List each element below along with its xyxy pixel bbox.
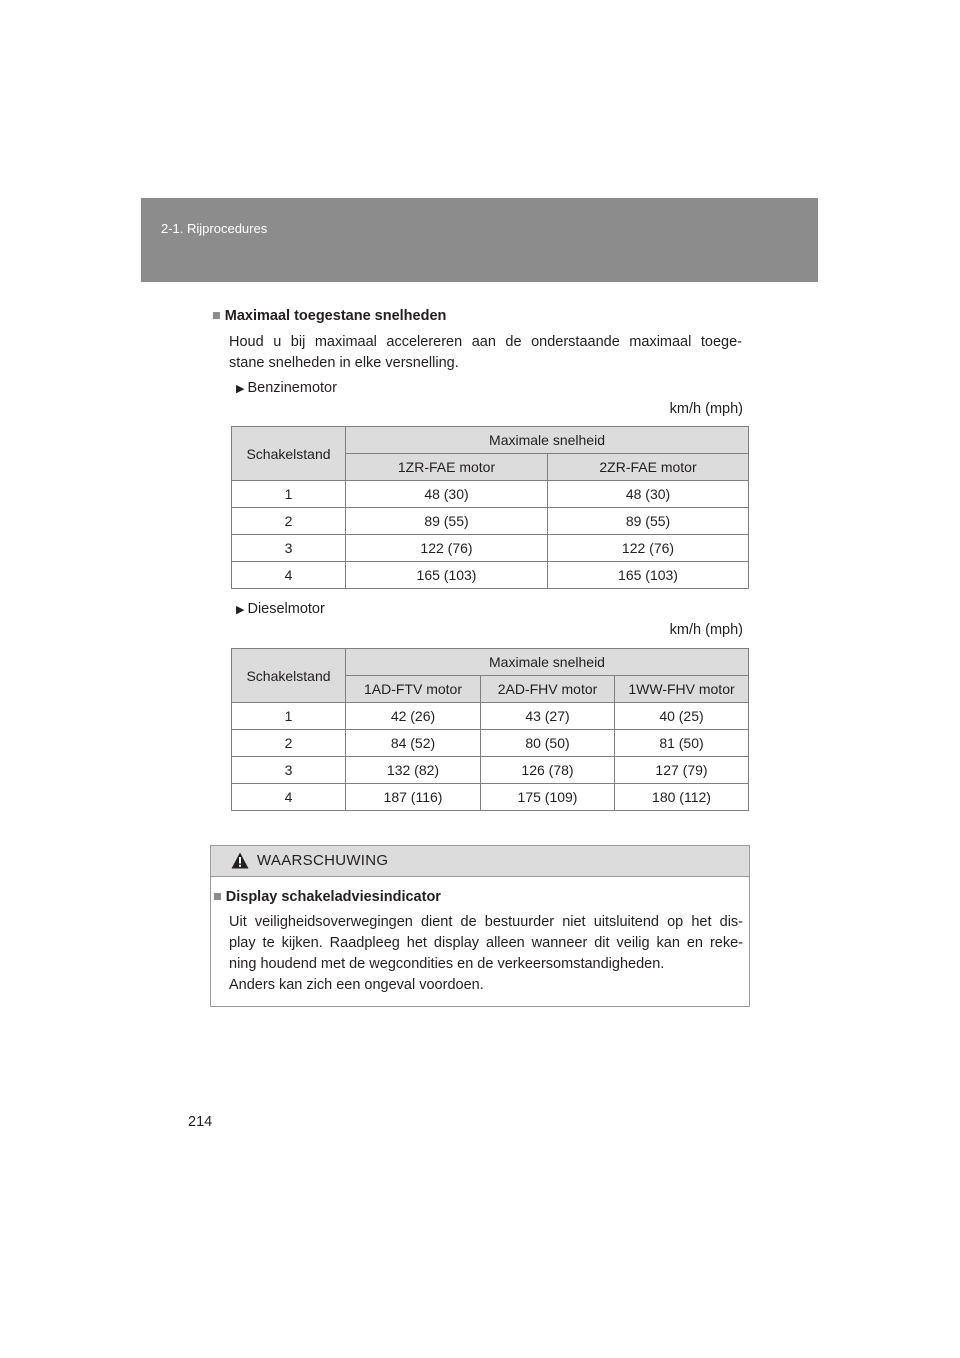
table-cell: 80 (50)	[481, 730, 615, 757]
triangle-right-icon: ▶	[236, 383, 245, 395]
table-cell: 48 (30)	[548, 481, 749, 508]
col-group-header: Maximale snelheid	[346, 427, 749, 454]
table-cell: 89 (55)	[548, 508, 749, 535]
table-row	[232, 730, 749, 757]
col-group-header: Maximale snelheid	[346, 649, 749, 676]
petrol-speed-table	[231, 426, 749, 589]
section-title: 2-1. Rijprocedures	[161, 221, 268, 236]
diesel-label-text: Dieselmotor	[247, 601, 325, 617]
table-row	[232, 757, 749, 784]
table-cell: 3	[232, 535, 346, 562]
table-cell: 122 (76)	[548, 535, 749, 562]
engine-header: 2AD-FHV motor	[481, 676, 615, 703]
diesel-unit: km/h (mph)	[669, 622, 743, 638]
heading-text: Maximaal toegestane snelheden	[224, 308, 447, 324]
col-gear-header: Schakelstand	[232, 427, 346, 481]
square-bullet-icon: ■	[213, 889, 222, 905]
table-cell: 4	[232, 784, 346, 811]
table-cell: 42 (26)	[346, 703, 481, 730]
table-cell: 84 (52)	[346, 730, 481, 757]
engine-header: 1WW-FHV motor	[615, 676, 749, 703]
table-row	[232, 508, 749, 535]
intro-line: Houd u bij maximaal accelereren aan de onderstaande maximaal toege-	[229, 334, 742, 350]
table-cell: 48 (30)	[346, 481, 548, 508]
warning-body	[229, 912, 743, 996]
table-cell: 1	[232, 481, 346, 508]
table-cell: 175 (109)	[481, 784, 615, 811]
triangle-right-icon: ▶	[236, 604, 245, 616]
table-cell: 165 (103)	[346, 562, 548, 589]
table-cell: 40 (25)	[615, 703, 749, 730]
intro-line: stane snelheden in elke versnelling.	[229, 355, 459, 371]
table-cell: 3	[232, 757, 346, 784]
table-cell: 4	[232, 562, 346, 589]
engine-header: 1ZR-FAE motor	[346, 454, 548, 481]
intro-paragraph	[229, 332, 742, 374]
table-cell: 127 (79)	[615, 757, 749, 784]
warning-box	[210, 845, 750, 1007]
engine-header: 2ZR-FAE motor	[548, 454, 749, 481]
section-heading	[212, 308, 446, 324]
warning-subheading	[213, 889, 441, 905]
warning-line: play te kijken. Raadpleeg het display alleen wanneer dit veilig kan en reke-	[229, 935, 743, 951]
warning-title: WAARSCHUWING	[257, 852, 389, 869]
square-bullet-icon: ■	[212, 308, 221, 324]
petrol-label	[236, 380, 337, 396]
diesel-label	[236, 601, 325, 617]
engine-header: 1AD-FTV motor	[346, 676, 481, 703]
warning-line: Anders kan zich een ongeval voordoen.	[229, 977, 484, 993]
section-header-band	[141, 198, 818, 282]
table-cell: 132 (82)	[346, 757, 481, 784]
table-cell: 126 (78)	[481, 757, 615, 784]
warning-header	[211, 846, 749, 877]
warning-line: Uit veiligheidsoverwegingen dient de bestuurder niet uitsluitend op het dis-	[229, 914, 743, 930]
table-cell: 89 (55)	[346, 508, 548, 535]
table-cell: 122 (76)	[346, 535, 548, 562]
table-cell: 81 (50)	[615, 730, 749, 757]
page-number: 214	[188, 1114, 213, 1130]
warning-subheading-text: Display schakeladviesindicator	[225, 889, 441, 905]
petrol-unit: km/h (mph)	[669, 401, 743, 417]
table-cell: 187 (116)	[346, 784, 481, 811]
table-cell: 180 (112)	[615, 784, 749, 811]
table-cell: 2	[232, 508, 346, 535]
table-cell: 43 (27)	[481, 703, 615, 730]
table-row	[232, 784, 749, 811]
table-row	[232, 481, 749, 508]
table-cell: 165 (103)	[548, 562, 749, 589]
col-gear-header: Schakelstand	[232, 649, 346, 703]
table-cell: 1	[232, 703, 346, 730]
table-row	[232, 703, 749, 730]
warning-line: ning houdend met de wegcondities en de verkeersomstandigheden.	[229, 956, 665, 972]
diesel-speed-table	[231, 648, 749, 811]
warning-triangle-icon	[231, 852, 249, 869]
table-row	[232, 562, 749, 589]
table-row	[232, 535, 749, 562]
petrol-label-text: Benzinemotor	[247, 380, 337, 396]
table-cell: 2	[232, 730, 346, 757]
